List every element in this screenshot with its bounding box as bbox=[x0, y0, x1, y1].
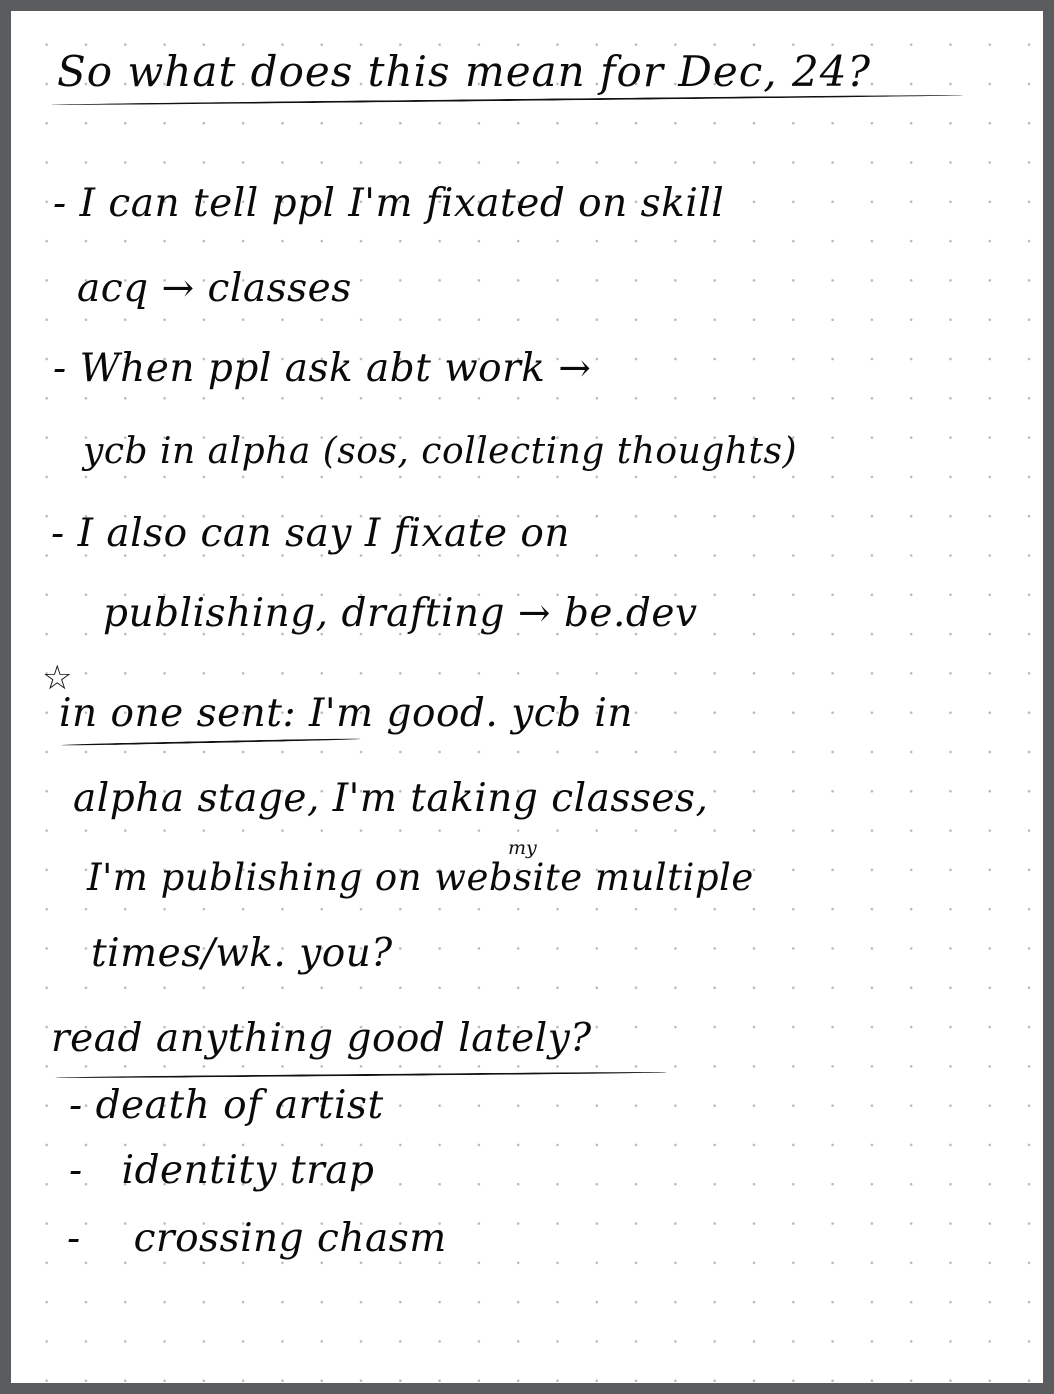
reading-question-underline bbox=[55, 1071, 667, 1078]
reading-item-text: identity trap bbox=[121, 1148, 375, 1193]
reading-question: read anything good lately? bbox=[51, 1016, 592, 1061]
reading-item bbox=[67, 1216, 447, 1261]
bullet-text: I can tell ppl I'm fixated on skill bbox=[79, 181, 725, 226]
summary-label-underline bbox=[61, 738, 361, 746]
bullet-marker: - bbox=[51, 511, 65, 556]
reading-item-text: crossing chasm bbox=[133, 1216, 447, 1261]
summary-label: in one sent: bbox=[59, 691, 297, 736]
reading-item-marker: - bbox=[69, 1148, 83, 1193]
bullet-text: I also can say I fixate on bbox=[77, 511, 571, 556]
reading-item bbox=[69, 1083, 384, 1128]
summary-line: I'm publishing on website multiple bbox=[87, 856, 754, 899]
summary-text: I'm good. ycb in bbox=[309, 691, 634, 736]
bullet-continuation: ycb in alpha (sos, collecting thoughts) bbox=[83, 431, 798, 472]
summary-line bbox=[59, 691, 633, 736]
bullet-marker: - bbox=[53, 181, 67, 226]
star-icon: ☆ bbox=[42, 658, 73, 698]
bullet-line bbox=[53, 181, 724, 226]
notebook-page bbox=[11, 11, 1043, 1383]
bullet-line bbox=[51, 511, 570, 556]
inserted-word: my bbox=[508, 837, 537, 859]
bullet-continuation: acq → classes bbox=[77, 266, 352, 311]
summary-line: alpha stage, I'm taking classes, bbox=[73, 776, 709, 821]
bullet-line bbox=[53, 346, 592, 391]
page-heading: So what does this mean for Dec, 24? bbox=[57, 47, 871, 96]
reading-item-text: death of artist bbox=[95, 1083, 384, 1128]
bullet-text: When ppl ask abt work → bbox=[79, 346, 592, 391]
bullet-continuation: publishing, drafting → be.dev bbox=[103, 591, 698, 636]
summary-line: times/wk. you? bbox=[91, 931, 393, 976]
reading-item-marker: - bbox=[67, 1216, 81, 1261]
reading-item bbox=[69, 1148, 375, 1193]
reading-item-marker: - bbox=[69, 1083, 83, 1128]
bullet-marker: - bbox=[53, 346, 67, 391]
